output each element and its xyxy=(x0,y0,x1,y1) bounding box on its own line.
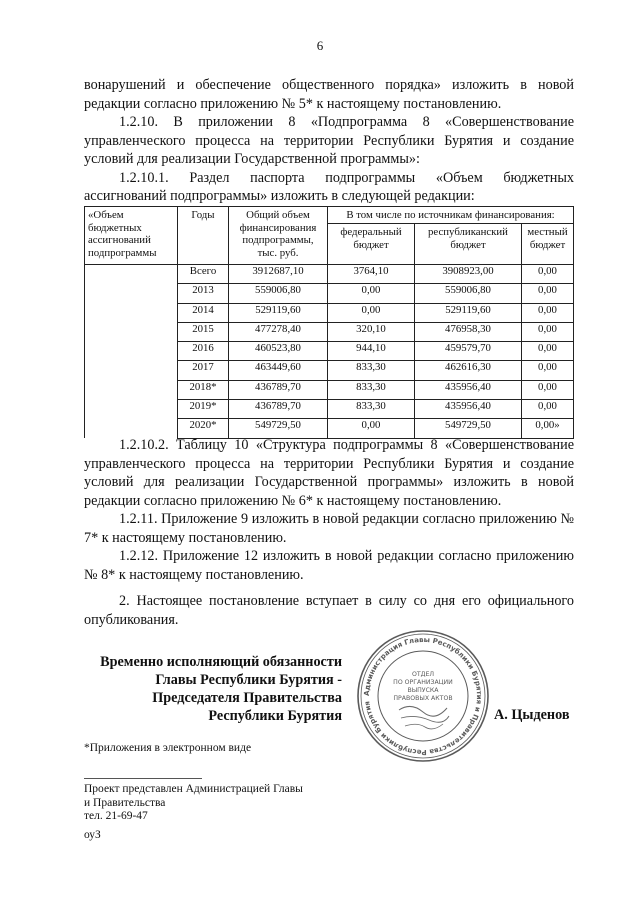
cell-total: 549729,50 xyxy=(229,419,328,438)
table-body xyxy=(85,265,574,439)
cell-federal: 833,30 xyxy=(328,400,415,419)
cell-year: 2014 xyxy=(178,303,229,322)
signatory-name: А. Цыденов xyxy=(494,707,570,723)
cell-local: 0,00 xyxy=(522,380,574,399)
stamp-ring-text: Администрация Главы Республики Бурятия и Правительства Республики Бурятия xyxy=(362,635,484,757)
cell-total: 3912687,10 xyxy=(229,265,328,284)
cell-local: 0,00 xyxy=(522,284,574,303)
cell-year: 2020* xyxy=(178,419,229,438)
cell-year: 2017 xyxy=(178,361,229,380)
cell-year: 2016 xyxy=(178,342,229,361)
cell-total: 436789,70 xyxy=(229,400,328,419)
cell-republic: 435956,40 xyxy=(415,400,522,419)
cell-local: 0,00 xyxy=(522,265,574,284)
cell-federal: 3764,10 xyxy=(328,265,415,284)
cell-republic: 3908923,00 xyxy=(415,265,522,284)
cell-republic: 529119,60 xyxy=(415,303,522,322)
table-row xyxy=(85,303,574,322)
stamp-center-line: ПРАВОВЫХ АКТОВ xyxy=(393,695,453,702)
body-text-bottom xyxy=(84,436,574,629)
paragraph-1-2-10-2: 1.2.10.2. Таблицу 10 «Структура подпрограммы 8 «Совершенствование управленческого процесса на территории Республики Бурятия и создание условий для реализации Государственной программы» изложить в новой редакции согласно приложению № 6* к настоящему постановлению. xyxy=(84,437,574,509)
cell-republic: 476958,30 xyxy=(415,322,522,341)
table-row xyxy=(85,342,574,361)
cell-total: 559006,80 xyxy=(229,284,328,303)
table-row xyxy=(85,361,574,380)
stamp-center-line: ПО ОРГАНИЗАЦИИ xyxy=(393,679,453,686)
paragraph-1-2-10: 1.2.10. В приложении 8 «Подпрограмма 8 «Совершенствование управленческого процесса на территории Республики Бурятия и создание условий для реализации Государственной программы»: xyxy=(84,114,574,167)
cell-year: 2013 xyxy=(178,284,229,303)
cell-total: 529119,60 xyxy=(229,303,328,322)
document-code: оуЗ xyxy=(84,829,101,841)
label-spacer-cell xyxy=(85,400,178,419)
label-spacer-cell xyxy=(85,265,178,284)
cell-local: 0,00» xyxy=(522,419,574,438)
official-stamp xyxy=(355,628,491,764)
row-label-cell: «Объем бюджетных ассигнований подпрограммы xyxy=(85,207,178,265)
table-row xyxy=(85,322,574,341)
footer-divider xyxy=(84,778,202,779)
cell-local: 0,00 xyxy=(522,361,574,380)
cell-republic: 459579,70 xyxy=(415,342,522,361)
label-spacer-cell xyxy=(85,380,178,399)
header-years: Годы xyxy=(178,207,229,265)
table-row xyxy=(85,284,574,303)
cell-local: 0,00 xyxy=(522,303,574,322)
stamp-center-line: ВЫПУСКА xyxy=(407,687,439,694)
body-text-top xyxy=(84,76,574,206)
paragraph-1-2-10-1: 1.2.10.1. Раздел паспорта подпрограммы «Объем бюджетных ассигнований подпрограммы» изложить в следующей редакции: xyxy=(84,169,574,204)
budget-table xyxy=(84,206,574,439)
cell-total: 436789,70 xyxy=(229,380,328,399)
cell-federal: 944,10 xyxy=(328,342,415,361)
footer-info: Проект представлен Администрацией Главы и Правительства тел. 21-69-47 xyxy=(84,783,303,822)
cell-total: 463449,60 xyxy=(229,361,328,380)
cell-federal: 0,00 xyxy=(328,303,415,322)
label-spacer-cell xyxy=(85,342,178,361)
cell-federal: 320,10 xyxy=(328,322,415,341)
cell-year: Всего xyxy=(178,265,229,284)
cell-year: 2018* xyxy=(178,380,229,399)
paragraph-1-2-12: 1.2.12. Приложение 12 изложить в новой редакции согласно приложению № 8* к настоящему постановлению. xyxy=(84,548,574,583)
header-local: местный бюджет xyxy=(522,224,574,265)
cell-year: 2019* xyxy=(178,400,229,419)
cell-republic: 549729,50 xyxy=(415,419,522,438)
cell-federal: 0,00 xyxy=(328,284,415,303)
cell-federal: 0,00 xyxy=(328,419,415,438)
cell-local: 0,00 xyxy=(522,400,574,419)
label-spacer-cell xyxy=(85,284,178,303)
cell-total: 477278,40 xyxy=(229,322,328,341)
paragraph-continuation: вонарушений и обеспечение общественного порядка» изложить в новой редакции согласно приложению № 5* к настоящему постановлению. xyxy=(84,77,574,112)
label-spacer-cell xyxy=(85,303,178,322)
cell-republic: 435956,40 xyxy=(415,380,522,399)
header-federal: федеральный бюджет xyxy=(328,224,415,265)
cell-federal: 833,30 xyxy=(328,361,415,380)
table-row xyxy=(85,400,574,419)
header-sources: В том числе по источникам финансирования: xyxy=(328,207,574,224)
attachments-note: *Приложения в электронном виде xyxy=(84,742,252,754)
label-spacer-cell xyxy=(85,361,178,380)
cell-year: 2015 xyxy=(178,322,229,341)
cell-local: 0,00 xyxy=(522,342,574,361)
table-row xyxy=(85,265,574,284)
paragraph-2: 2. Настоящее постановление вступает в силу со дня его официального опубликования. xyxy=(84,593,574,628)
header-republic: республиканский бюджет xyxy=(415,224,522,265)
cell-republic: 462616,30 xyxy=(415,361,522,380)
page-number: 6 xyxy=(316,38,324,53)
cell-local: 0,00 xyxy=(522,322,574,341)
paragraph-1-2-11: 1.2.11. Приложение 9 изложить в новой редакции согласно приложению № 7* к настоящему постановлению. xyxy=(84,511,574,546)
cell-republic: 559006,80 xyxy=(415,284,522,303)
label-spacer-cell xyxy=(85,322,178,341)
table-row xyxy=(85,380,574,399)
stamp-center-line: ОТДЕЛ xyxy=(411,671,435,678)
signatory-title: Временно исполняющий обязанности Главы Республики Бурятия - Председателя Правительства Республики Бурятия xyxy=(100,654,342,724)
cell-total: 460523,80 xyxy=(229,342,328,361)
header-total: Общий объем финансирования подпрограммы, тыс. руб. xyxy=(229,207,328,265)
cell-federal: 833,30 xyxy=(328,380,415,399)
